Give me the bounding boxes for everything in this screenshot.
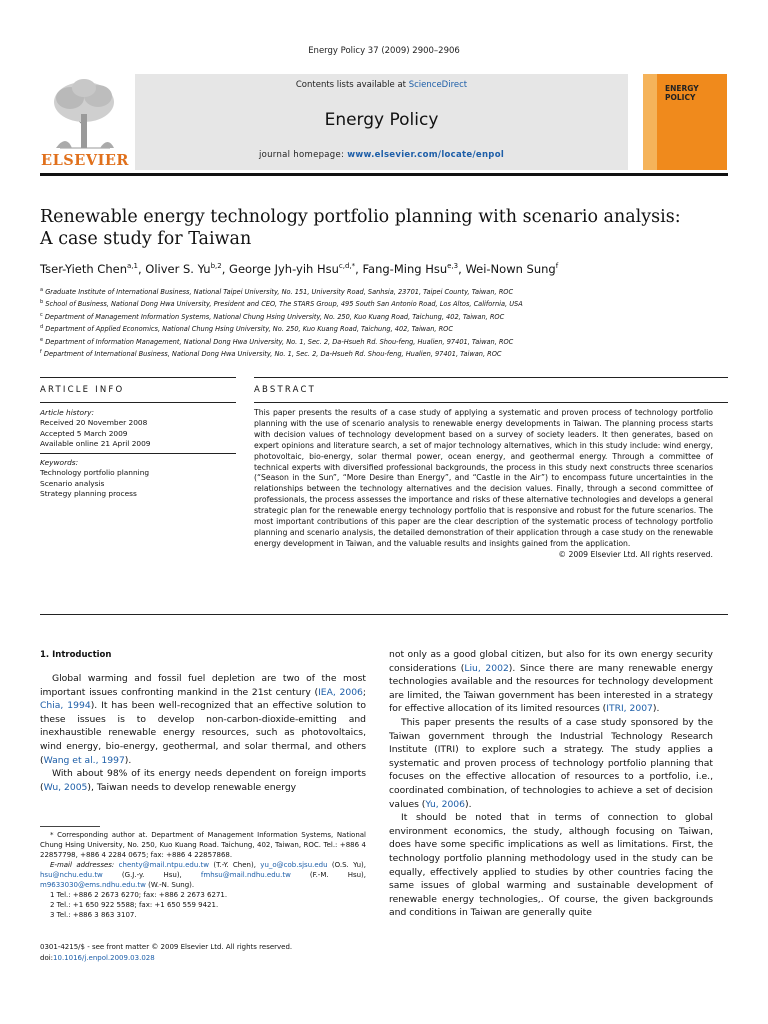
front-matter-meta (40, 942, 366, 964)
affiliation (40, 335, 728, 347)
citation-link[interactable]: Liu, 2002 (464, 662, 509, 674)
affiliation-text: Department of International Business, National Dong Hwa University, No. 1, Sec. 2, Da-Hsueh Rd. Shou-feng, Hualien, 97401, Taiwan, ROC (43, 350, 502, 359)
cover-title-line2: POLICY (665, 93, 696, 102)
affiliation (40, 322, 728, 334)
journal-homepage (135, 150, 628, 160)
affiliation-text: Department of Applied Economics, National Chung Hsing University, No. 250, Kuo Kuang Road, Taichung, 402, Taiwan, ROC (45, 325, 453, 334)
paragraph (40, 672, 366, 767)
email-label: E-mail addresses: (50, 861, 115, 869)
affiliation-text: Department of Information Management, National Dong Hwa University, No. 1, Sec. 2, Da-Hsueh Rd. Shou-feng, Hualien, 97401, Taiwan, ROC (45, 338, 514, 347)
text-run: ). (465, 798, 472, 810)
cover-stripe (643, 74, 657, 170)
text-run: Global warming and fossil fuel depletion are two of the most important issues confronting mankind in the 21st century ( (40, 673, 366, 698)
text-run: ). It has been well-recognized that an effective solution to these issues is to develop non-carbon-dioxide-emitting and inexhaustible renewable energy resources, such as photovoltaics, wind energy, bio-energy, geothermal, and solar thermal, and others ( (40, 700, 366, 766)
section-heading-introduction: 1. Introduction (40, 650, 112, 660)
affiliation-sup: c (40, 311, 43, 318)
journal-citation: Energy Policy 37 (2009) 2900–2906 (308, 46, 460, 56)
left-column-text (40, 672, 366, 794)
author-name[interactable]: Wei-Nown Sung (465, 262, 556, 276)
elsevier-logo (40, 74, 130, 170)
author-sup: e,3 (447, 262, 459, 271)
text-run: ). Since there are many renewable energy technologies available and the resources for technology development are limited, the Taiwan government has been interested in a strategy for effective allocation of its limited resources ( (389, 662, 713, 715)
author-sup: f (555, 262, 559, 271)
title-line-1: Renewable energy technology portfolio planning with scenario analysis: (40, 207, 681, 227)
info-top-rule (40, 377, 236, 378)
doi-line (40, 953, 366, 964)
keyword: Technology portfolio planning (40, 468, 150, 478)
affiliation (40, 310, 728, 322)
corresponding-author-note: * Corresponding author at. Department of Management Information Systems, National Chung Hsing University, No. 250, Kuo Kuang Road. Taichung, 402, Taiwan, ROC. Tel.: +886 4 22857798, +886 4 2284 0675; fax: +886 4 22857868. (40, 831, 366, 859)
journal-info-box (135, 74, 628, 170)
author-list: Tser-Yieth Chen$^{a,1}$, Oliver S. Yu$^{b,2}$, George Jyh-yih Hsu$^{c,d,*}$, Fang-Ming Hsu$^{e,3}$, Wei-Nown Sung$^f$ (40, 262, 559, 276)
received-date: Received 20 November 2008 (40, 418, 148, 428)
journal-banner (40, 74, 728, 170)
info-divider (40, 453, 236, 454)
keyword: Scenario analysis (40, 478, 105, 488)
paper-title (40, 206, 728, 250)
abstract-mid-rule (254, 402, 728, 403)
abstract-top-rule (254, 377, 728, 378)
citation-link[interactable]: IEA, 2006 (318, 686, 363, 698)
email-link[interactable]: yu_o@cob.sjsu.edu (260, 861, 328, 869)
article-info (40, 408, 236, 499)
keywords-label: Keywords: (40, 458, 79, 468)
info-mid-rule (40, 402, 236, 403)
email-owner: (T.-Y. Chen), (208, 861, 261, 869)
affiliation-list (40, 285, 728, 360)
abstract-copyright: © 2009 Elsevier Ltd. All rights reserved. (558, 549, 713, 559)
footnote-2: 2 Tel.: +1 650 922 5588; fax: +1 650 559 9421. (50, 901, 219, 909)
affiliation-text: School of Business, National Dong Hwa University, President and CEO, The STARS Group, 495 South San Antonio Road, Los Altos, California, USA (45, 300, 523, 309)
affiliation-sup: d (40, 324, 44, 331)
contents-prefix: Contents lists available at (295, 80, 407, 90)
homepage-prefix: journal homepage: (258, 150, 345, 160)
email-owner: (W.-N. Sung). (145, 881, 195, 889)
affiliation (40, 347, 728, 359)
article-info-heading: ARTICLE INFO (40, 385, 125, 395)
abstract-heading: ABSTRACT (254, 385, 317, 395)
issn-line: 0301-4215/$ - see front matter © 2009 Elsevier Ltd. All rights reserved. (40, 943, 293, 951)
citation-link[interactable]: Chia, 1994 (40, 700, 91, 712)
author-name[interactable]: George Jyh-yih Hsu (229, 262, 339, 276)
header-rule (40, 173, 728, 176)
text-run: This paper presents the results of a case study sponsored by the Taiwan government through the Industrial Technology Research Institute (ITRI) to explore such a strategy. The study applies a systematic and proven process of technology portfolio planning that focuses on the effective allocation of resources to a portfolio, i.e., coordinated combination, of technologies to achieve a set of decision values ( (389, 716, 713, 810)
footnote-1: 1 Tel.: +886 2 2673 6270; fax: +886 2 2673 6271. (50, 891, 228, 899)
right-column-text (389, 648, 713, 920)
email-link[interactable]: m9633030@ems.ndhu.edu.tw (40, 881, 146, 889)
author-sup: c,d,* (338, 262, 356, 271)
text-run: not only as a good global citizen, but also for its own energy security considerations ( (389, 649, 713, 674)
citation-link[interactable]: Yu, 2006 (425, 798, 465, 810)
footnotes (40, 830, 366, 920)
keyword: Strategy planning process (40, 489, 137, 499)
footnote-3: 3 Tel.: +886 3 863 3107. (50, 911, 137, 919)
online-date: Available online 21 April 2009 (40, 438, 151, 448)
contents-line (135, 80, 628, 90)
author-sup: b,2 (210, 262, 222, 271)
doi-link[interactable]: 10.1016/j.enpol.2009.03.028 (53, 954, 155, 962)
abstract-bottom-rule (40, 614, 728, 615)
footnote-rule (40, 826, 100, 827)
paragraph (40, 767, 366, 794)
email-owner: (F.-M. Hsu), (290, 871, 367, 879)
citation-link[interactable]: Wang et al., 1997 (43, 754, 125, 766)
text-run: ). (652, 703, 660, 715)
abstract-body (254, 408, 713, 561)
cover-title (665, 84, 699, 102)
history-label: Article history: (40, 408, 94, 417)
publisher-name: ELSEVIER (41, 152, 129, 169)
title-line-2: A case study for Taiwan (40, 229, 252, 249)
email-link[interactable]: hsu@nchu.edu.tw (40, 871, 103, 879)
email-owner: (G.J.-y. Hsu), (102, 871, 201, 879)
text-run: ; (362, 686, 366, 698)
affiliation-sup: f (40, 349, 42, 356)
author-name[interactable]: Tser-Yieth Chen (40, 262, 127, 276)
paragraph: It should be noted that in terms of connection to global environment economics, the study, although focusing on Taiwan, does have some specific implications as well as limitations. First, the technology portfolio planning methodology used in the study can be equally, effectively applied to studies by other countries facing the same issues of global warming and sustainable development of renewable energy technologies,. Of course, the given backgrounds and conditions in Taiwan are generally quite (389, 812, 713, 919)
affiliation-text: Graduate Institute of International Business, National Taipei University, No. 151, University Road, Sanhsia, 23701, Taipei County, Taiwan, ROC (45, 288, 514, 297)
affiliation-text: Department of Management Information Systems, National Chung Hsing University, No. 250, Kuo Kuang Road, Taichung, 402, Taiwan, ROC (44, 313, 505, 322)
affiliation-sup: b (40, 299, 44, 306)
abstract-text: This paper presents the results of a case study of applying a systematic and proven process of technology portfolio planning with the use of scenario analysis to renewable energy developments in Taiwan. The planning process starts with decision values of technology development based on a survey of society leaders. It then generates, based on expert opinions and literature search, a set of major technology alternatives, which in this study include: wind energy, photovoltaic, bio-energy, solar thermal power, ocean energy, and geothermal energy. Through a committee of technical experts with diversified professional backgrounds, the process in this study next constructs three scenarios (“Season in the Sun”, “More Desire than Energy”, and “Castle in the Air”) to encompass future uncertainties in the relationships between the technology alternatives and the decision values. Finally, through a second committee of professionals, the process assesses the importance and risks of these alternative technologies and develops a general strategic plan for the renewable energy technology portfolio that is responsive and robust for the future scenarios. The most important contributions of this paper are the clear description of the systematic process of technology portfolio planning and scenario analysis, the detailed demonstration of their application through a case study on the renewable energy development in Taiwan, and the valuable results and insights gained from the application. (254, 408, 713, 548)
paragraph (389, 648, 713, 716)
affiliation (40, 297, 728, 309)
doi-label: doi: (40, 954, 54, 962)
journal-cover-image (643, 74, 727, 170)
affiliation-sup: e (40, 336, 44, 343)
sciencedirect-link[interactable]: ScienceDirect (408, 80, 468, 90)
email-owner: (O.S. Yu), (327, 861, 366, 869)
text-run: ), Taiwan needs to develop renewable energy (87, 781, 297, 793)
affiliation (40, 285, 728, 297)
tree-logo-icon (40, 74, 130, 152)
cover-title-line1: ENERGY (665, 84, 699, 93)
paragraph (389, 716, 713, 811)
citation-link[interactable]: Wu, 2005 (43, 781, 88, 793)
text-run: With about 98% of its energy needs dependent on foreign imports ( (40, 768, 366, 793)
email-addresses (40, 860, 366, 890)
text-run: ). (124, 754, 132, 766)
author-name[interactable]: Fang-Ming Hsu (362, 262, 448, 276)
journal-title: Energy Policy (324, 110, 439, 130)
homepage-link[interactable]: www.elsevier.com/locate/enpol (347, 150, 505, 160)
accepted-date: Accepted 5 March 2009 (40, 428, 128, 438)
affiliation-sup: a (40, 287, 44, 293)
citation-link[interactable]: ITRI, 2007 (606, 703, 653, 715)
email-link[interactable]: fmhsu@mail.ndhu.edu.tw (200, 871, 291, 879)
author-name[interactable]: Oliver S. Yu (145, 262, 211, 276)
author-sup: a,1 (127, 262, 138, 271)
email-link[interactable]: chenty@mail.ntpu.edu.tw (118, 861, 209, 869)
